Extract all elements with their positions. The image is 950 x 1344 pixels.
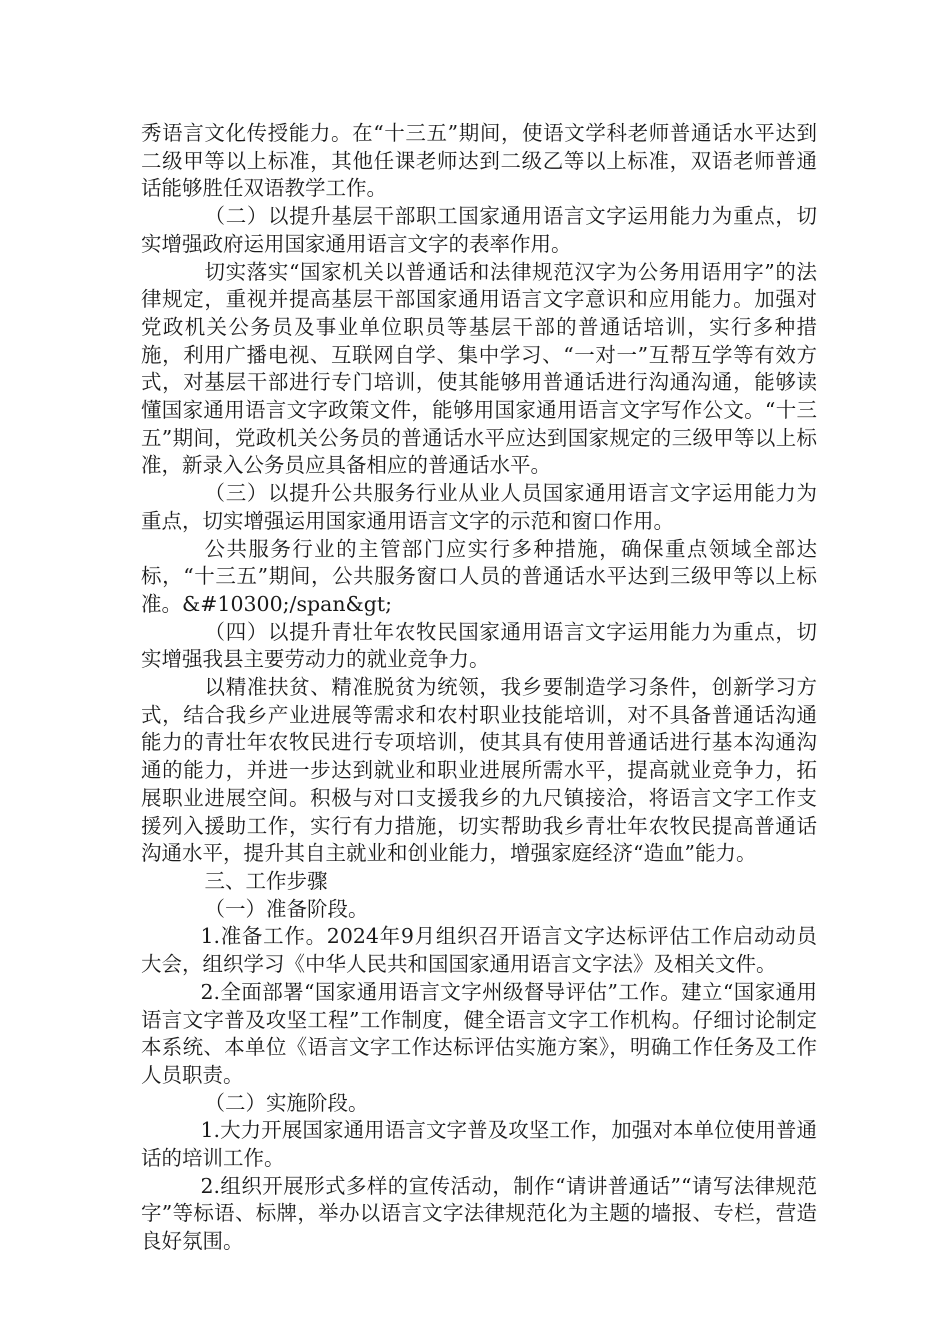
section-heading: （四）以提升青壮年农牧民国家通用语言文字运用能力为重点，切实增强我县主要劳动力的就业竞争力。 [141, 619, 817, 672]
section-heading: （三）以提升公共服务行业从业人员国家通用语言文字运用能力为重点，切实增强运用国家通用语言文字的示范和窗口作用。 [141, 481, 817, 533]
paragraph: 1.大力开展国家通用语言文字普及攻坚工作，加强对本单位使用普通话的培训工作。 [141, 1118, 817, 1171]
section-heading: （二）以提升基层干部职工国家通用语言文字运用能力为重点，切实增强政府运用国家通用语言文字的表率作用。 [141, 204, 817, 256]
paragraph: 以精准扶贫、精准脱贫为统领，我乡要制造学习条件，创新学习方式，结合我乡产业进展等需求和农村职业技能培训，对不具备普通话沟通能力的青壮年农牧民进行专项培训，使其具有使用普通话进行基本沟通沟通的能力，并进一步达到就业和职业进展所需水平，提高就业竞争力，拓展职业进展空间。积极与对口支援我乡的九尺镇接洽，将语言文字工作支援列入援助工作，实行有力措施，切实帮助我乡青壮年农牧民提高普通话沟通水平，提升其自主就业和创业能力，增强家庭经济“造血”能力。 [141, 675, 817, 866]
subsection-heading: （一）准备阶段。 [204, 896, 369, 921]
paragraph: 公共服务行业的主管部门应实行多种措施，确保重点领域全部达标，“十三五”期间，公共服务窗口人员的普通话水平达到三级甲等以上标准。&#10300;/span&gt; [141, 536, 817, 616]
paragraph: 切实落实“国家机关以普通话和法律规范汉字为公务用语用字”的法律规定，重视并提高基层干部国家通用语言文字意识和应用能力。加强对党政机关公务员及事业单位职员等基层干部的普通话培训，实行多种措施，利用广播电视、互联网自学、集中学习、“一对一”互帮互学等有效方式，对基层干部进行专门培训，使其能够用普通话进行沟通沟通，能够读懂国家通用语言文字政策文件，能够用国家通用语言文字写作公文。“十三五”期间，党政机关公务员的普通话水平应达到国家规定的三级甲等以上标准，新录入公务员应具备相应的普通话水平。 [141, 259, 817, 478]
section-heading: 三、工作步骤 [204, 868, 328, 893]
paragraph: 秀语言文化传授能力。在“十三五”期间，使语文学科老师普通话水平达到二级甲等以上标准，其他任课老师达到二级乙等以上标准，双语老师普通话能够胜任双语教学工作。 [141, 121, 817, 201]
subsection-heading: （二）实施阶段。 [204, 1090, 369, 1115]
document-body [141, 120, 817, 1256]
paragraph: 2.全面部署“国家通用语言文字州级督导评估”工作。建立“国家通用语言文字普及攻坚工程”工作制度，健全语言文字工作机构。仔细讨论制定本系统、本单位《语言文字工作达标评估实施方案》，明确工作任务及工作人员职责。 [141, 979, 817, 1087]
paragraph: 1.准备工作。2024年9月组织召开语言文字达标评估工作启动动员大会，组织学习《中华人民共和国国家通用语言文字法》及相关文件。 [141, 924, 817, 977]
paragraph: 2.组织开展形式多样的宣传活动，制作“请讲普通话”“请写法律规范字”等标语、标牌，举办以语言文字法律规范化为主题的墙报、专栏，营造良好氛围。 [141, 1173, 817, 1254]
